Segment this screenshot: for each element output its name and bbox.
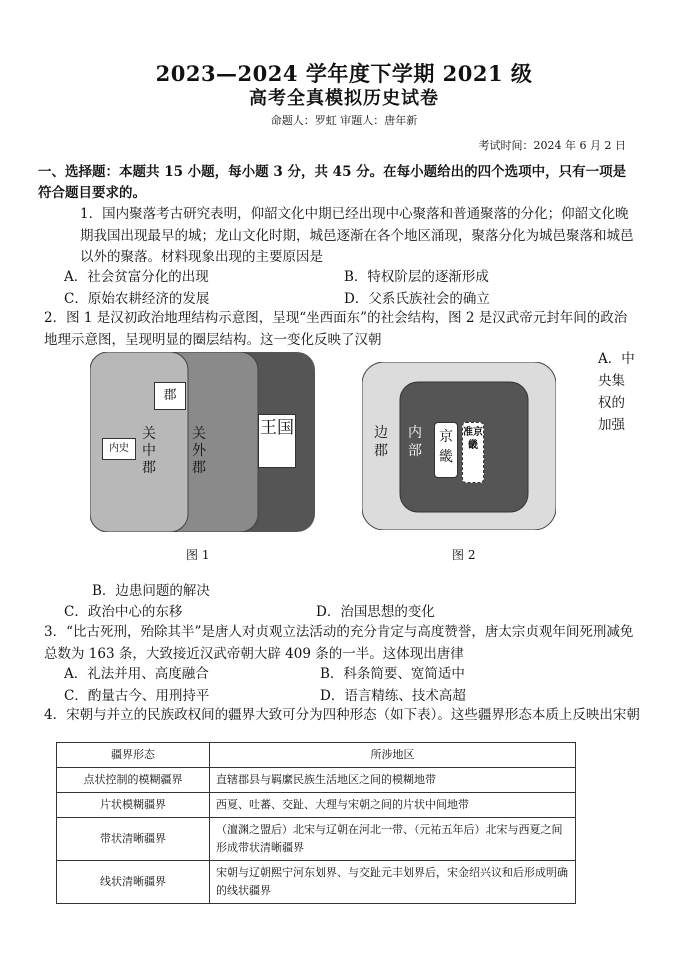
q3-option-c[interactable]: C．酌量古今、用刑持平 bbox=[64, 688, 210, 704]
figure-2 bbox=[362, 362, 556, 530]
table-row bbox=[57, 818, 576, 861]
q1-option-c[interactable]: C．原始农耕经济的发展 bbox=[64, 291, 210, 307]
table-cell: 片状模糊疆界 bbox=[57, 793, 210, 818]
q2-option-d[interactable]: D．治国思想的变化 bbox=[316, 604, 435, 620]
guanwai-label: 关外郡 bbox=[192, 426, 206, 476]
authors-line: 命题人：罗虹 审题人：唐年新 bbox=[270, 114, 418, 127]
question-2-stem: 2．图 1 是汉初政治地理结构示意图，呈现“坐西面东”的社会结构，图 2 是汉武帝元封年间的政治地理示意图，呈现明显的圈层结构。这一变化反映了汉朝 bbox=[44, 310, 628, 348]
bianjun-label: 边郡 bbox=[374, 425, 388, 459]
exam-subtitle: 高考全真模拟历史试卷 bbox=[249, 88, 439, 109]
table-row bbox=[57, 861, 576, 904]
table-row bbox=[57, 768, 576, 793]
exam-time: 考试时间：2024 年 6 月 2 日 bbox=[478, 139, 626, 152]
q1-option-a[interactable]: A．社会贫富分化的出现 bbox=[64, 269, 209, 285]
question-1-stem: 1．国内聚落考古研究表明，仰韶文化中期已经出现中心聚落和普通聚落的分化；仰韶文化晚期我国出现最早的城；龙山文化时期，城邑逐渐在各个地区涌现，聚落分化为城邑聚落和城邑以外的聚落。材料现象出现的主要原因是 bbox=[80, 206, 634, 265]
q3-option-a[interactable]: A．礼法并用、高度融合 bbox=[64, 666, 209, 682]
table-cell: 直辖郡县与羁縻民族生活地区之间的模糊地带 bbox=[210, 768, 576, 793]
jingji-label: 京畿 bbox=[434, 422, 458, 478]
q2-option-c[interactable]: C．政治中心的东移 bbox=[64, 604, 183, 620]
table-header-row bbox=[57, 743, 576, 768]
guanzhong-label: 关中郡 bbox=[142, 426, 156, 476]
section-label: 一、选择题： bbox=[38, 164, 119, 180]
q2-option-b[interactable]: B．边患问题的解决 bbox=[92, 583, 210, 599]
table-cell: 线状清晰疆界 bbox=[57, 861, 210, 904]
zhunjingji-label: 准京畿 bbox=[462, 422, 484, 483]
figure-2-diagram bbox=[362, 362, 556, 530]
neishi-label: 内史 bbox=[102, 438, 136, 460]
section-heading bbox=[38, 162, 638, 204]
table-cell: 西夏、吐蕃、交趾、大理与宋朝之间的片状中间地带 bbox=[210, 793, 576, 818]
figure-2-caption: 图 2 bbox=[452, 548, 476, 562]
table-header: 疆界形态 bbox=[57, 743, 210, 768]
table-row bbox=[57, 793, 576, 818]
question-4-stem: 4．宋朝与并立的民族政权间的疆界大致可分为四种形态（如下表）。这些疆界形态本质上反映出宋朝 bbox=[44, 707, 640, 723]
border-table bbox=[56, 742, 576, 904]
table-header: 所涉地区 bbox=[210, 743, 576, 768]
q3-option-b[interactable]: B．科条简要、宽简适中 bbox=[320, 666, 465, 682]
neibu-label: 内部 bbox=[408, 425, 422, 459]
table-cell: 点状控制的模糊疆界 bbox=[57, 768, 210, 793]
section-instructions: 本题共 15 小题，每小题 3 分，共 45 分。在每小题给出的四个选项中，只有一项是符合题目要求的。 bbox=[38, 164, 627, 201]
wangguo-label: 王国 bbox=[258, 414, 296, 468]
q1-option-d[interactable]: D．父系氏族社会的确立 bbox=[344, 291, 490, 307]
table-cell: （澶渊之盟后）北宋与辽朝在河北一带、（元祐五年后）北宋与西夏之间形成带状清晰疆界 bbox=[210, 818, 576, 861]
exam-title: 2023—2024 学年度下学期 2021 级 bbox=[155, 61, 533, 86]
q3-option-d[interactable]: D．语言精练、技术高超 bbox=[320, 688, 466, 704]
figure-1 bbox=[90, 352, 315, 532]
q2-option-a[interactable]: A．中央集权的加强 bbox=[598, 351, 635, 433]
jun-label: 郡 bbox=[154, 382, 186, 410]
q1-option-b[interactable]: B．特权阶层的逐渐形成 bbox=[344, 269, 489, 285]
figure-1-caption: 图 1 bbox=[186, 548, 210, 562]
table-cell: 宋朝与辽朝熙宁河东划界、与交趾元丰划界后，宋金绍兴议和后形成明确的线状疆界 bbox=[210, 861, 576, 904]
question-3-stem: 3．“比古死刑，殆除其半”是唐人对贞观立法活动的充分肯定与高度赞誉，唐太宗贞观年间死刑减免总数为 163 条，大致接近汉武帝朝大辟 409 条的一半。这体现出唐律 bbox=[44, 624, 634, 662]
table-cell: 带状清晰疆界 bbox=[57, 818, 210, 861]
